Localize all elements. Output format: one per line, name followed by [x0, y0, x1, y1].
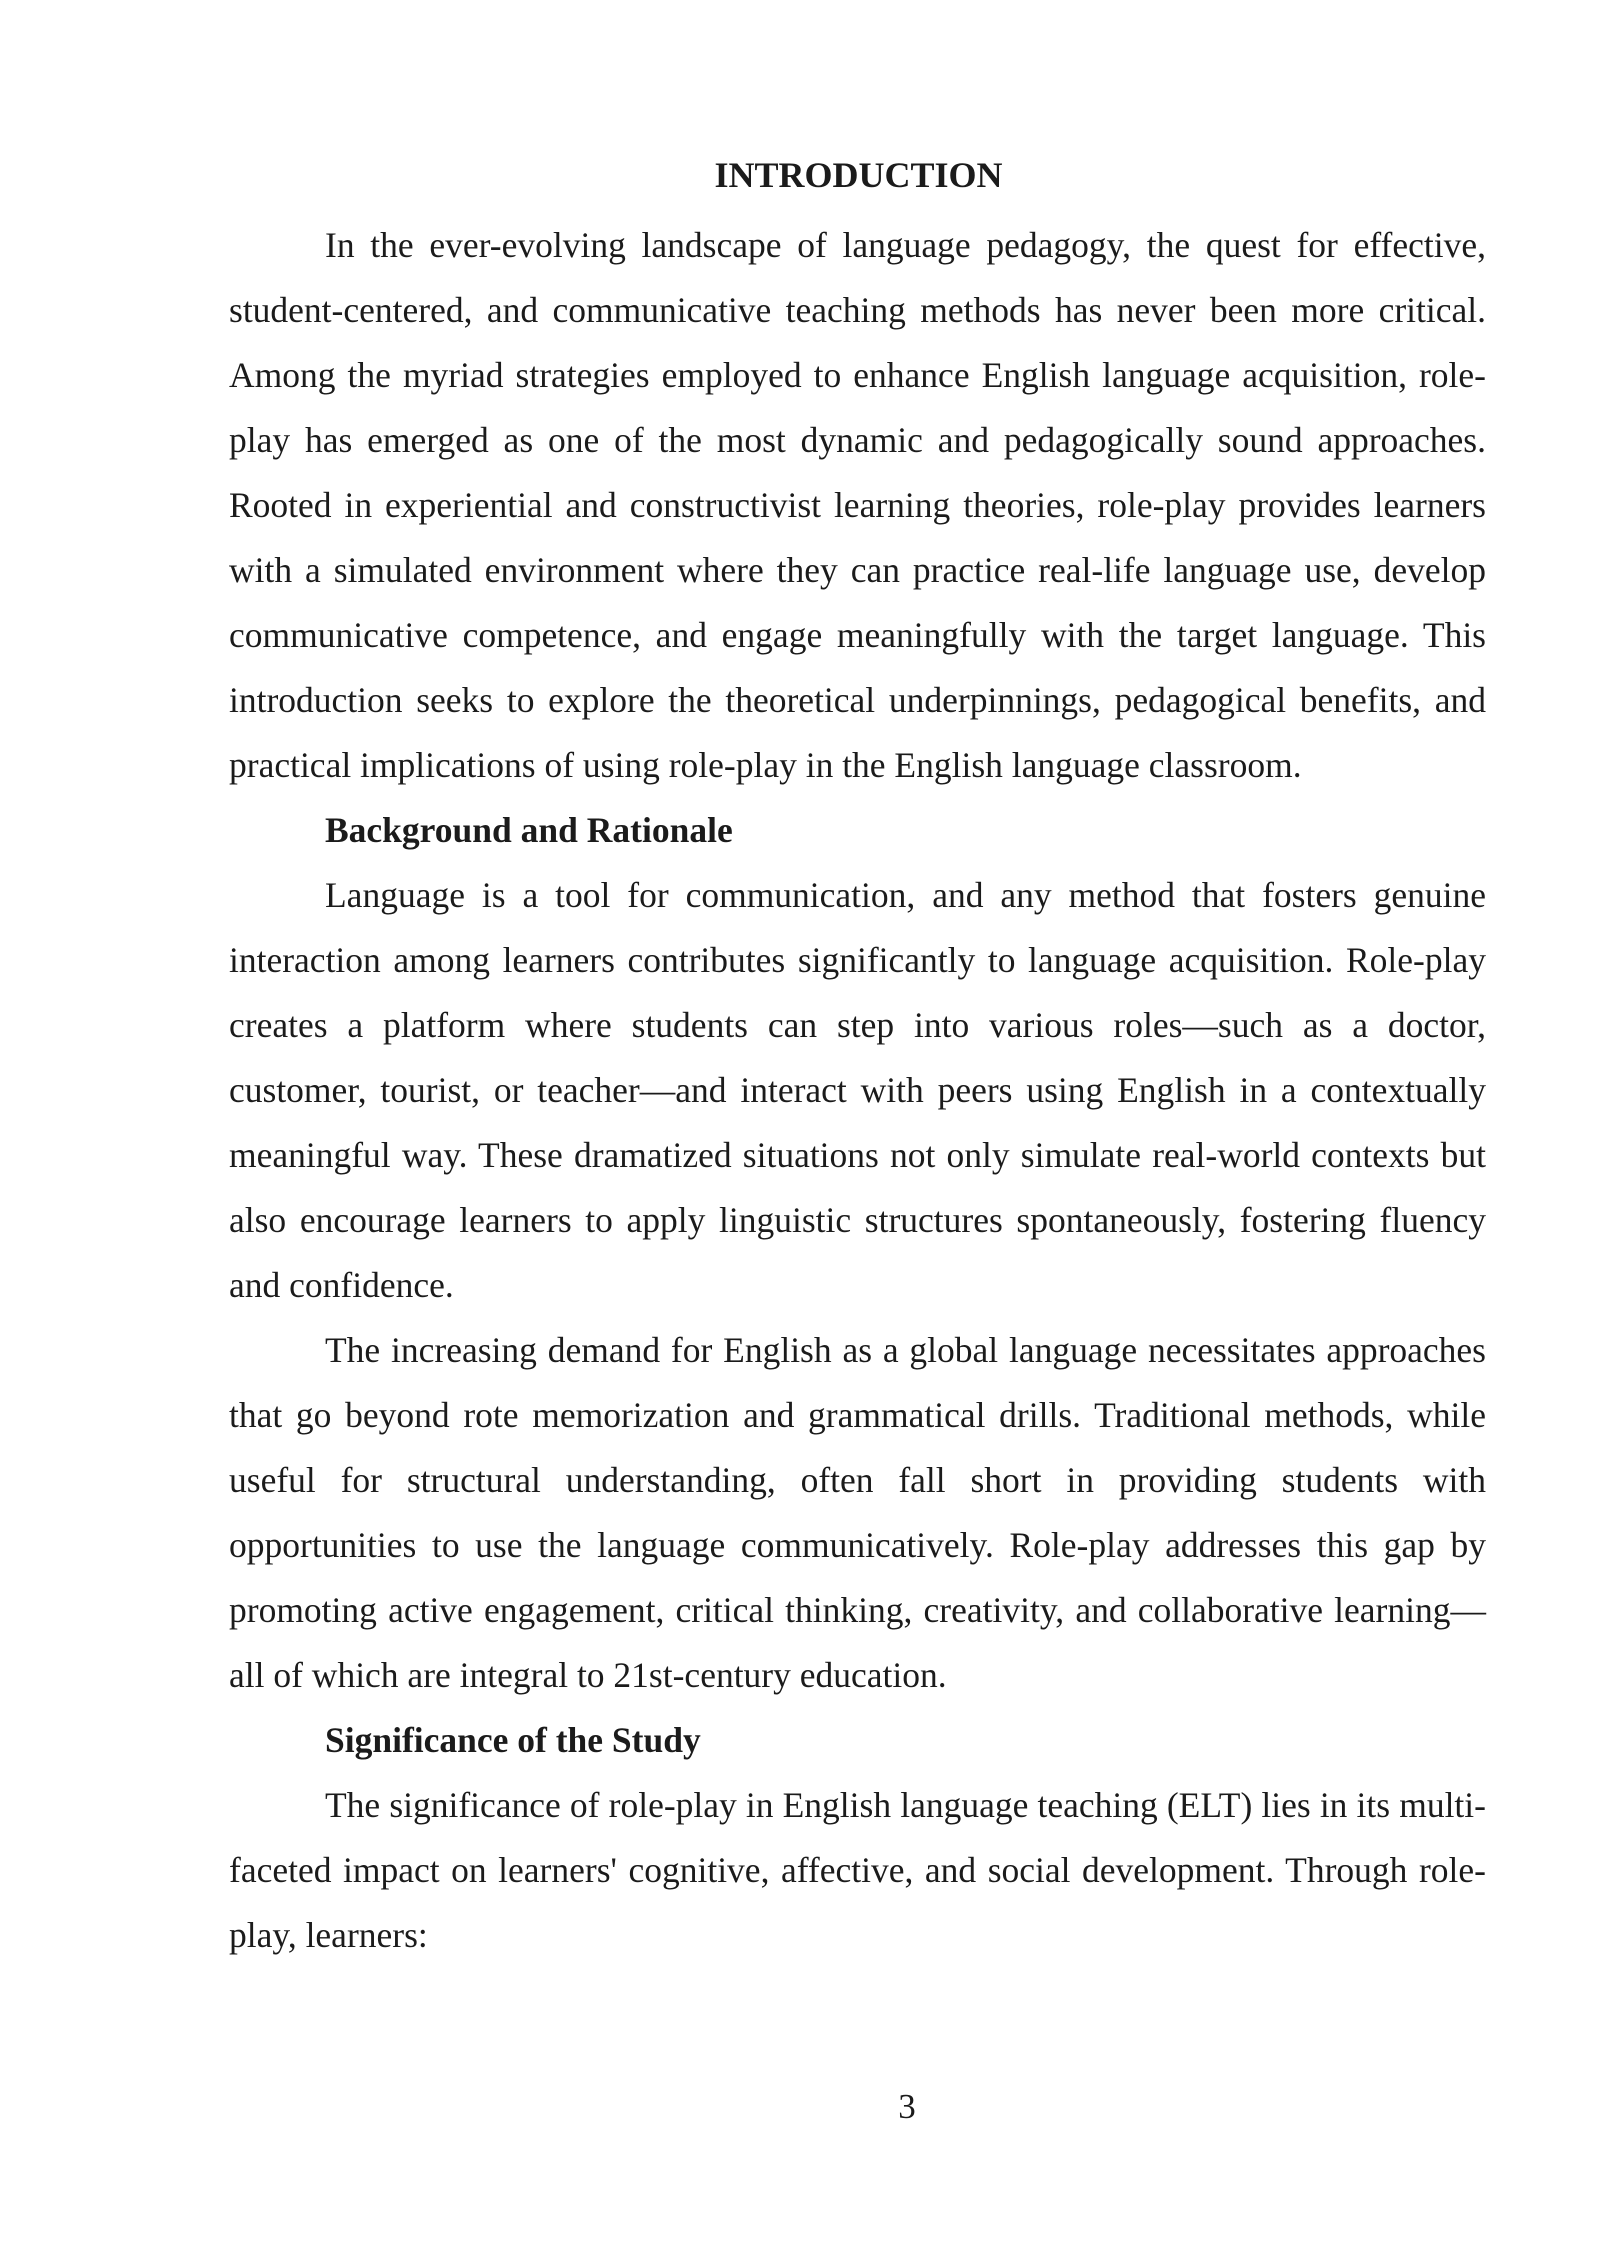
significance-paragraph-1: The significance of role-play in English language teaching (ELT) lies in its multi-faceted impact on learners' cognitive, affective, and social development. Through role-play, learners:: [229, 1785, 1486, 1955]
intro-paragraph: In the ever-evolving landscape of language pedagogy, the quest for effective, student-centered, and communicative teaching methods has never been more critical. Among the myriad strategies employed to enhance English language acquisition, role-play has emerged as one of the most dynamic and pedagogically sound approaches. Rooted in experiential and constructivist learning theories, role-play provides learners with a simulated environment where they can practice real-life language use, develop communicative competence, and engage meaningfully with the target language. This introduction seeks to explore the theoretical underpinnings, pedagogical benefits, and practical implications of using role-play in the English language classroom.: [229, 225, 1486, 785]
page-body: [229, 148, 1486, 1968]
section-heading-significance: Significance of the Study: [325, 1720, 701, 1760]
background-paragraph-2: The increasing demand for English as a global language necessitates approaches that go beyond rote memorization and grammatical drills. Traditional methods, while useful for structural understanding, often fall short in providing students with opportunities to use the language communicatively. Role-play addresses this gap by promoting active engagement, critical thinking, creativity, and collaborative learning—all of which are integral to 21st-century education.: [229, 1330, 1486, 1695]
page-title: INTRODUCTION: [714, 155, 1003, 195]
section-heading-background: Background and Rationale: [325, 810, 733, 850]
background-paragraph-1: Language is a tool for communication, and any method that fosters genuine interaction among learners contributes significantly to language acquisition. Role-play creates a platform where students can step into various roles—such as a doctor, customer, tourist, or teacher—and interact with peers using English in a contextually meaningful way. These dramatized situations not only simulate real-world contexts but also encourage learners to apply linguistic structures spontaneously, fostering fluency and confidence.: [229, 875, 1486, 1305]
page-number: 3: [898, 2087, 916, 2126]
